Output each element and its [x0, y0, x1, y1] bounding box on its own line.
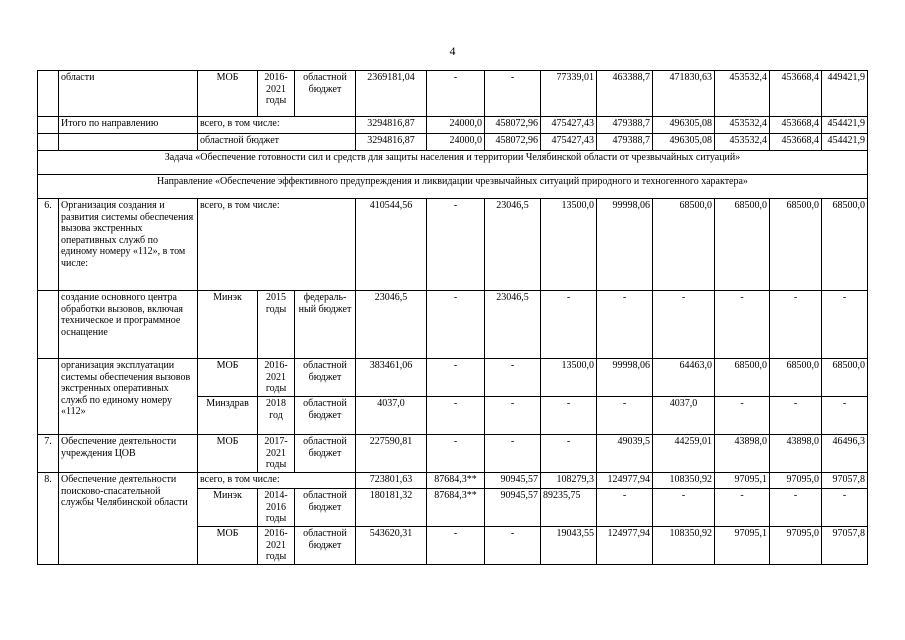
- value-cell: 97095,0: [770, 473, 822, 489]
- page-number: 4: [449, 44, 456, 58]
- value-cell: 458072,96: [485, 134, 541, 151]
- value-cell: 43898,0: [770, 435, 822, 473]
- table-row: [38, 71, 868, 117]
- value-cell: -: [427, 291, 485, 359]
- value-cell: -: [541, 397, 597, 435]
- value-cell: 453532,4: [715, 117, 770, 134]
- value-cell: 458072,96: [485, 117, 541, 134]
- value-cell: 68500,0: [715, 359, 770, 397]
- value-cell: -: [427, 359, 485, 397]
- value-cell: 68500,0: [770, 199, 822, 291]
- value-cell: 49039,5: [597, 435, 653, 473]
- value-cell: -: [770, 397, 822, 435]
- value-cell: 479388,7: [597, 117, 653, 134]
- funding-source: федераль-ный бюджет: [295, 291, 356, 359]
- value-cell: 68500,0: [715, 199, 770, 291]
- value-cell: 44259,01: [653, 435, 715, 473]
- value-cell: 97095,0: [770, 527, 822, 565]
- item-number: 6.: [38, 199, 59, 291]
- row-name: Обеспечение деятельности поисково-спасательной службы Челябинской области: [59, 473, 198, 565]
- value-cell: 68500,0: [653, 199, 715, 291]
- budget-table: [37, 70, 868, 565]
- value-cell: -: [427, 435, 485, 473]
- row-name: организация эксплуатации системы обеспечения вызовов экстренных оперативных служб по единому номеру «112»: [59, 359, 198, 435]
- value-cell: 454421,9: [822, 134, 868, 151]
- value-cell: 124977,94: [597, 473, 653, 489]
- years: 2016-2021 годы: [258, 527, 295, 565]
- value-cell: 496305,08: [653, 134, 715, 151]
- value-cell: 97057,8: [822, 473, 868, 489]
- total-value: 180181,32: [356, 489, 427, 527]
- value-cell: 13500,0: [541, 359, 597, 397]
- funding-source: областной бюджет: [295, 359, 356, 397]
- executor: МОБ: [198, 71, 258, 117]
- executor: МОБ: [198, 527, 258, 565]
- subtotal-label: всего, в том числе:: [198, 473, 356, 489]
- value-cell: 87684,3**: [427, 473, 485, 489]
- value-cell: -: [770, 489, 822, 527]
- value-cell: 24000,0: [427, 134, 485, 151]
- table-row: [38, 291, 868, 359]
- subtotal-label: всего, в том числе:: [198, 199, 356, 291]
- value-cell: -: [485, 71, 541, 117]
- value-cell: -: [541, 435, 597, 473]
- value-cell: 475427,43: [541, 117, 597, 134]
- value-cell: 89235,75: [541, 489, 597, 527]
- value-cell: 68500,0: [770, 359, 822, 397]
- value-cell: 68500,0: [822, 359, 868, 397]
- value-cell: 77339,01: [541, 71, 597, 117]
- value-cell: 97095,1: [715, 527, 770, 565]
- value-cell: 108350,92: [653, 527, 715, 565]
- task-heading: Задача «Обеспечение готовности сил и средств для защиты населения и территории Челябинской области от чрезвычайных ситуаций»: [38, 151, 868, 175]
- value-cell: 90945,57: [485, 473, 541, 489]
- value-cell: 13500,0: [541, 199, 597, 291]
- value-cell: 108350,92: [653, 473, 715, 489]
- value-cell: 475427,43: [541, 134, 597, 151]
- value-cell: -: [485, 397, 541, 435]
- funding-source: областной бюджет: [295, 397, 356, 435]
- row-name: Организация создания и развития системы обеспечения вызова экстренных оперативных служб по единому номеру «112», в том числе:: [59, 199, 198, 291]
- subtotal-label: областной бюджет: [198, 134, 356, 151]
- value-cell: 64463,0: [653, 359, 715, 397]
- executor: Минэк: [198, 489, 258, 527]
- value-cell: -: [715, 489, 770, 527]
- value-cell: 453668,4: [770, 134, 822, 151]
- total-value: 3294816,87: [356, 117, 427, 134]
- funding-source: областной бюджет: [295, 489, 356, 527]
- value-cell: 46496,3: [822, 435, 868, 473]
- value-cell: 23046,5: [485, 199, 541, 291]
- value-cell: 471830,63: [653, 71, 715, 117]
- table-row: [38, 473, 868, 489]
- value-cell: -: [485, 435, 541, 473]
- value-cell: -: [653, 291, 715, 359]
- funding-source: областной бюджет: [295, 71, 356, 117]
- total-value: 227590,81: [356, 435, 427, 473]
- value-cell: 97095,1: [715, 473, 770, 489]
- item-number: 7.: [38, 435, 59, 473]
- years: 2016-2021 годы: [258, 359, 295, 397]
- table-row: [38, 359, 868, 397]
- value-cell: 124977,94: [597, 527, 653, 565]
- value-cell: 24000,0: [427, 117, 485, 134]
- table-row: [38, 175, 868, 199]
- value-cell: -: [427, 397, 485, 435]
- table-row: [38, 199, 868, 291]
- value-cell: -: [597, 397, 653, 435]
- value-cell: 463388,7: [597, 71, 653, 117]
- row-name: области: [59, 71, 198, 117]
- value-cell: 4037,0: [653, 397, 715, 435]
- total-value: 2369181,04: [356, 71, 427, 117]
- years: 2017-2021 годы: [258, 435, 295, 473]
- value-cell: 99998,06: [597, 359, 653, 397]
- value-cell: -: [822, 397, 868, 435]
- value-cell: -: [822, 489, 868, 527]
- total-value: 723801,63: [356, 473, 427, 489]
- direction-heading: Направление «Обеспечение эффективного предупреждения и ликвидации чрезвычайных ситуаций природного и техногенного характера»: [38, 175, 868, 199]
- value-cell: -: [427, 71, 485, 117]
- value-cell: 453532,4: [715, 71, 770, 117]
- value-cell: 453668,4: [770, 117, 822, 134]
- value-cell: 454421,9: [822, 117, 868, 134]
- value-cell: 479388,7: [597, 134, 653, 151]
- total-value: 410544,56: [356, 199, 427, 291]
- total-value: 383461,06: [356, 359, 427, 397]
- value-cell: -: [770, 291, 822, 359]
- value-cell: 449421,9: [822, 71, 868, 117]
- value-cell: -: [715, 397, 770, 435]
- value-cell: 23046,5: [485, 291, 541, 359]
- value-cell: -: [715, 291, 770, 359]
- executor: Минэк: [198, 291, 258, 359]
- value-cell: -: [653, 489, 715, 527]
- row-name: Итого по направлению: [59, 117, 198, 134]
- table-row: [38, 435, 868, 473]
- years: 2014-2016 годы: [258, 489, 295, 527]
- funding-source: областной бюджет: [295, 435, 356, 473]
- value-cell: 97057,8: [822, 527, 868, 565]
- years: 2016-2021 годы: [258, 71, 295, 117]
- years: 2018 год: [258, 397, 295, 435]
- value-cell: -: [485, 527, 541, 565]
- executor: МОБ: [198, 359, 258, 397]
- total-value: 3294816,87: [356, 134, 427, 151]
- total-value: 543620,31: [356, 527, 427, 565]
- value-cell: 496305,08: [653, 117, 715, 134]
- value-cell: 19043,55: [541, 527, 597, 565]
- value-cell: -: [597, 291, 653, 359]
- value-cell: -: [822, 291, 868, 359]
- value-cell: -: [427, 527, 485, 565]
- value-cell: 453668,4: [770, 71, 822, 117]
- value-cell: 68500,0: [822, 199, 868, 291]
- row-name: создание основного центра обработки вызовов, включая техническое и программное оснащение: [59, 291, 198, 359]
- value-cell: 90945,57: [485, 489, 541, 527]
- value-cell: 453532,4: [715, 134, 770, 151]
- years: 2015 годы: [258, 291, 295, 359]
- table-row: [38, 117, 868, 134]
- value-cell: -: [427, 199, 485, 291]
- total-value: 23046,5: [356, 291, 427, 359]
- value-cell: -: [541, 291, 597, 359]
- value-cell: 99998,06: [597, 199, 653, 291]
- value-cell: 108279,3: [541, 473, 597, 489]
- table-row: [38, 151, 868, 175]
- value-cell: -: [597, 489, 653, 527]
- value-cell: -: [485, 359, 541, 397]
- item-number: 8.: [38, 473, 59, 565]
- funding-source: областной бюджет: [295, 527, 356, 565]
- table-row: [38, 134, 868, 151]
- subtotal-label: всего, в том числе:: [198, 117, 356, 134]
- total-value: 4037,0: [356, 397, 427, 435]
- value-cell: 87684,3**: [427, 489, 485, 527]
- executor: Минздрав: [198, 397, 258, 435]
- value-cell: 43898,0: [715, 435, 770, 473]
- executor: МОБ: [198, 435, 258, 473]
- row-name: Обеспечение деятельности учреждения ЦОВ: [59, 435, 198, 473]
